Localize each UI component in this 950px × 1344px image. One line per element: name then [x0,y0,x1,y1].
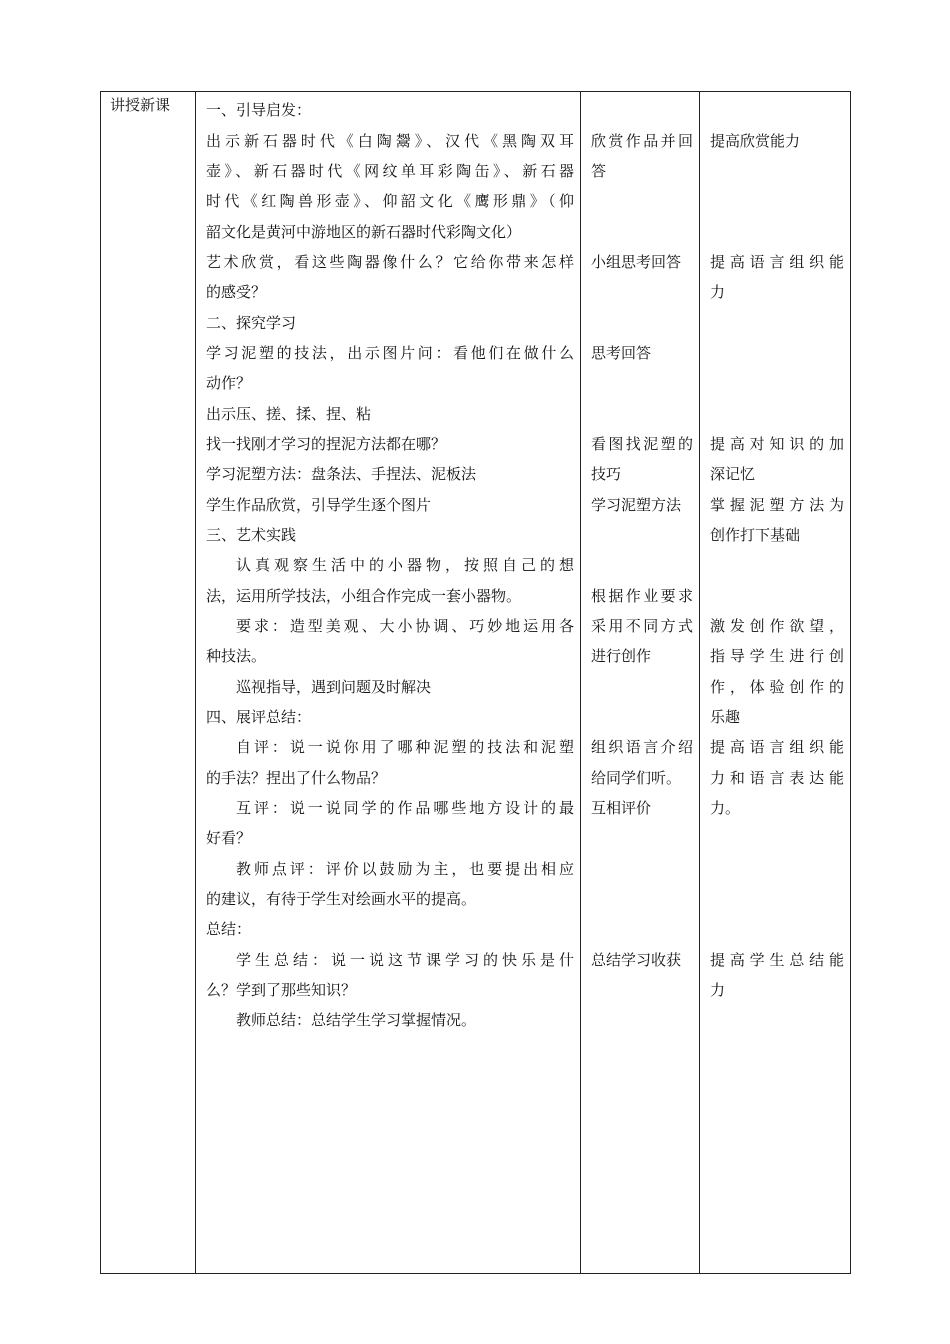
content-line: 的感受？ [206,283,267,301]
intent-line: 提高对知识的加 [710,435,844,453]
intent-line: 力。 [710,799,741,817]
column-divider [195,92,196,1273]
activity-line: 技巧 [591,465,622,483]
intent-line: 提高欣赏能力 [710,132,801,150]
activity-line: 进行创作 [591,647,652,665]
section-heading: 四、展评总结： [206,708,312,726]
content-line: 自评：说一说你用了哪种泥塑的技法和泥塑 [236,738,574,756]
content-line: 出示新石器时代《白陶鬶》、汉代《黑陶双耳 [206,132,574,150]
content-line: 壶》、新石器时代《网纹单耳彩陶缶》、新石器 [206,162,574,180]
activity-line: 答 [591,162,607,180]
activity-line: 学习泥塑方法 [591,496,682,514]
content-line: 学习泥塑的技法，出示图片问：看他们在做什么 [206,344,574,362]
intent-line: 创作打下基础 [710,526,801,544]
content-line: 学生作品欣赏，引导学生逐个图片 [206,496,432,514]
content-line: 互评：说一说同学的作品哪些地方设计的最 [236,799,574,817]
activity-line: 互相评价 [591,799,652,817]
activity-line: 看图找泥塑的 [591,435,693,453]
content-line: 要求：造型美观、大小协调、巧妙地运用各 [236,617,574,635]
content-line: 教师点评：评价以鼓励为主，也要提出相应 [236,860,574,878]
column-divider [580,92,581,1273]
activity-line: 小组思考回答 [591,253,682,271]
intent-line: 深记忆 [710,465,756,483]
content-line: 的手法？捏出了什么物品？ [206,769,387,787]
content-line: 学习泥塑方法：盘条法、手捏法、泥板法 [206,465,477,483]
content-line: 找一找刚才学习的捏泥方法都在哪？ [206,435,447,453]
intent-line: 力 [710,283,726,301]
intent-line: 提高语言组织能 [710,738,844,756]
content-line: 法，运用所学技法，小组合作完成一套小器物。 [206,587,522,605]
intent-line: 提高语言组织能 [710,253,844,271]
content-line: 的建议，有待于学生对绘画水平的提高。 [206,890,477,908]
intent-line: 力和语言表达能 [710,769,844,787]
lesson-plan-table [100,91,851,1274]
content-line: 教师总结：总结学生学习掌握情况。 [236,1011,477,1029]
intent-line: 掌握泥塑方法为 [710,496,844,514]
intent-line: 作，体验创作的 [710,678,844,696]
activity-line: 给同学们听。 [591,769,682,787]
section-heading: 总结： [206,920,252,938]
content-line: 艺术欣赏，看这些陶器像什么？它给你带来怎样 [206,253,574,271]
intent-line: 力 [710,981,726,999]
intent-line: 提高学生总结能 [710,951,844,969]
content-line: 巡视指导，遇到问题及时解决 [236,678,432,696]
content-line: 出示压、搓、揉、捏、粘 [206,405,372,423]
intent-line: 激发创作欲望， [710,617,844,635]
intent-line: 指导学生进行创 [710,647,844,665]
activity-line: 欣赏作品并回 [591,132,693,150]
content-line: 韶文化是黄河中游地区的新石器时代彩陶文化） [206,223,522,241]
activity-line: 根据作业要求 [591,587,693,605]
content-line: 种技法。 [206,647,267,665]
section-heading: 三、艺术实践 [206,526,297,544]
stage-label: 讲授新课 [110,96,171,114]
content-line: 么？学到了那些知识？ [206,981,357,999]
content-line: 好看？ [206,829,252,847]
activity-line: 总结学习收获 [591,951,682,969]
content-line: 时代《红陶兽形壶》、仰韶文化《鹰形鼎》（仰 [206,192,574,210]
activity-line: 思考回答 [591,344,652,362]
activity-line: 组织语言介绍 [591,738,693,756]
column-divider [699,92,700,1273]
section-heading: 二、探究学习 [206,314,297,332]
section-heading: 一、引导启发： [206,101,312,119]
content-line: 动作？ [206,374,252,392]
intent-line: 乐趣 [710,708,741,726]
content-line: 学生总结：说一说这节课学习的快乐是什 [236,951,574,969]
content-line: 认真观察生活中的小器物，按照自己的想 [236,556,574,574]
activity-line: 采用不同方式 [591,617,693,635]
